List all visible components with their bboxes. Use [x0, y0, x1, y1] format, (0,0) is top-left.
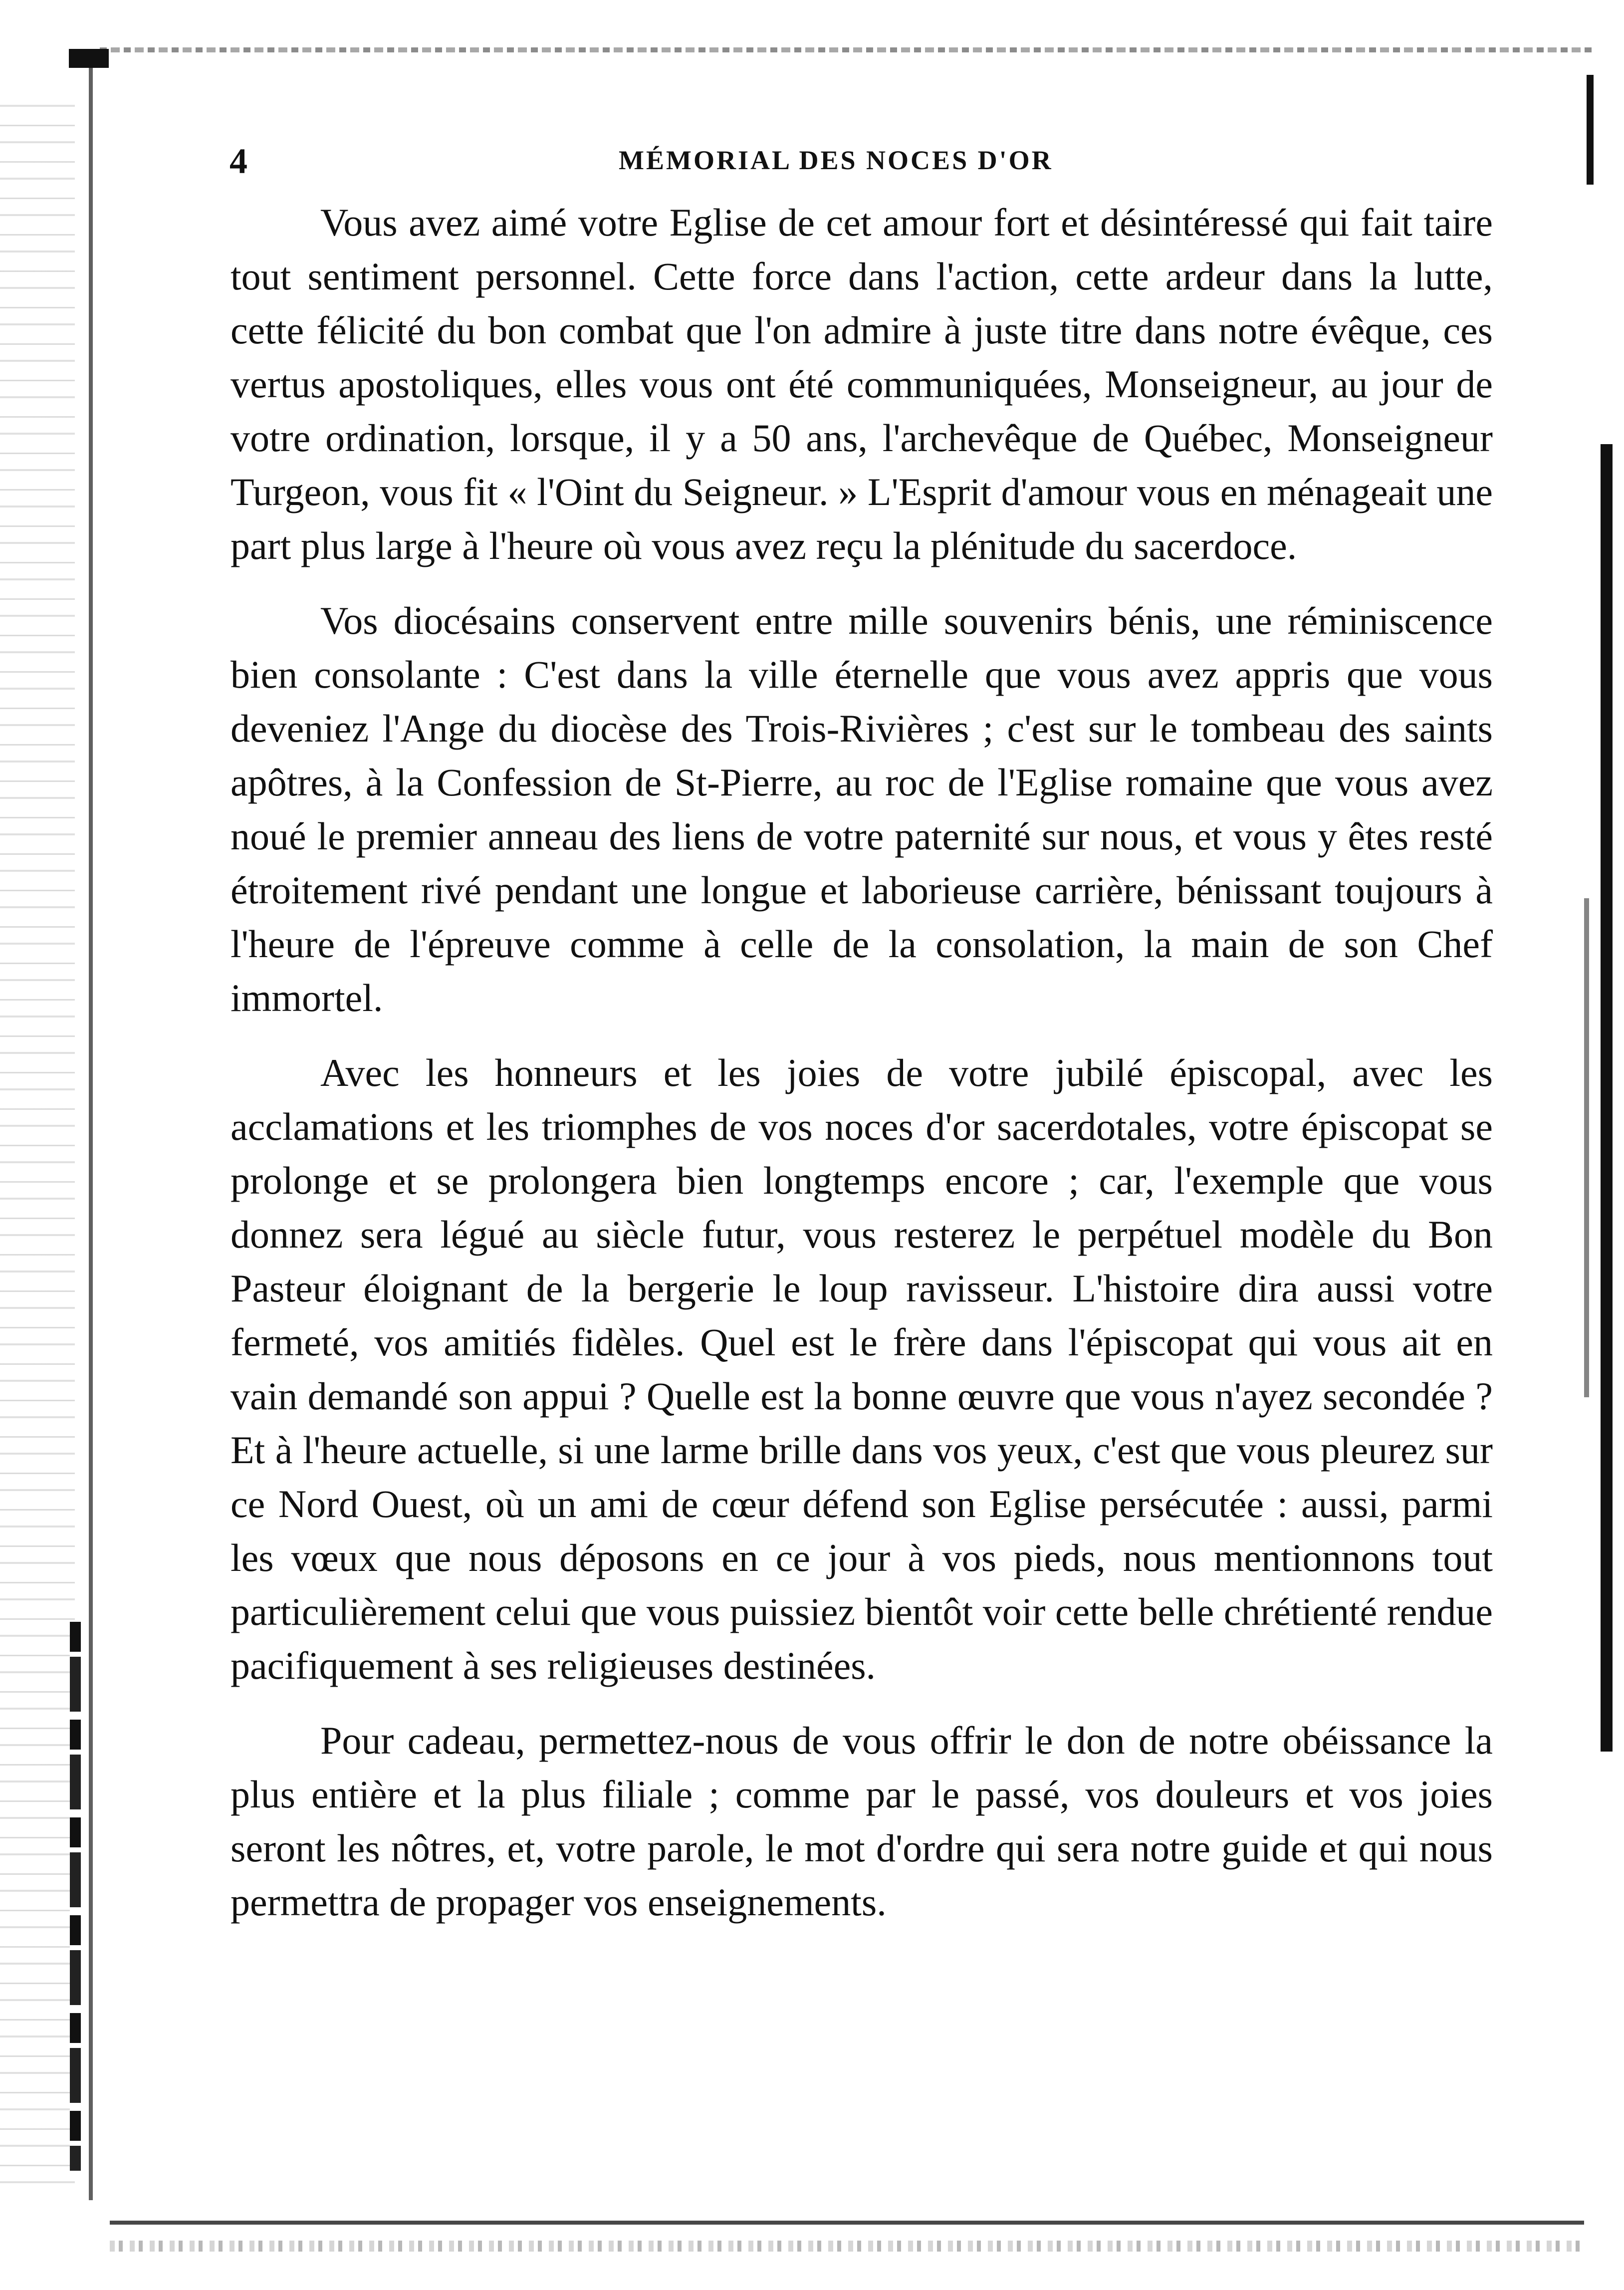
running-title: MÉMORIAL DES NOCES D'OR: [619, 145, 1053, 175]
page-border-bottom-noise: [110, 2241, 1584, 2252]
page-border-top: [100, 47, 1594, 52]
binding-edge-right-shadow: [1584, 898, 1589, 1397]
binding-edge-left: [70, 1622, 81, 2171]
page-header: [230, 141, 1477, 186]
scan-noise-left: [0, 90, 75, 2186]
paragraph: Vous avez aimé votre Eglise de cet amour fort et désintéressé qui fait taire tout sentiment personnel. Cette force dans l'action, cette ardeur dans la lutte, cette félicité du bon combat que l'on admire à juste titre dans notre évêque, ces vertus apostoliques, elles vous ont été communiquées, Monseigneur, au jour de votre ordination, lorsque, il y a 50 ans, l'archevêque de Québec, Monseigneur Turgeon, vous fit « l'Oint du Seigneur. » L'Esprit d'amour vous en ménageait une part plus large à l'heure où vous avez reçu la plénitude du sacerdoce.: [231, 201, 1493, 567]
page-number: 4: [230, 141, 247, 181]
corner-mark: [69, 49, 109, 68]
binding-edge-right: [1601, 444, 1613, 1752]
paragraph: Pour cadeau, permettez-nous de vous offrir le don de notre obéissance la plus entière et la plus filiale ; comme par le passé, vos douleurs et vos joies seront les nôtres, et, votre parole, le mot d'ordre qui sera notre guide et qui nous permettra de propager vos enseignements.: [231, 1719, 1493, 1924]
page-border-bottom: [110, 2221, 1584, 2225]
body-text: [231, 196, 1493, 1929]
binding-edge-right-top: [1587, 75, 1594, 185]
page-border-left: [89, 50, 93, 2200]
paragraph: Avec les honneurs et les joies de votre jubilé épiscopal, avec les acclamations et les triomphes de vos noces d'or sacerdotales, votre épiscopat se prolonge et se prolongera bien longtemps encore ; car, l'exemple que vous donnez sera légué au siècle futur, vous resterez le perpétuel modèle du Bon Pasteur éloignant de la bergerie le loup ravisseur. L'histoire dira aussi votre fermeté, vos amitiés fidèles. Quel est le frère dans l'épiscopat qui vous ait en vain demandé son appui ? Quelle est la bonne œuvre que vous n'ayez secondée ? Et à l'heure actuelle, si une larme brille dans vos yeux, c'est que vous pleurez sur ce Nord Ouest, où un ami de cœur défend son Eglise persécutée : aussi, parmi les vœux que nous déposons en ce jour à vos pieds, nous mentionnons tout particulièrement celui que vous puissiez bientôt voir cette belle chrétienté rendue pacifiquement à ses religieuses destinées.: [231, 1051, 1493, 1687]
paragraph: Vos diocésains conservent entre mille souvenirs bénis, une réminiscence bien consolante : C'est dans la ville éternelle que vous avez appris que vous deveniez l'Ange du diocèse des Trois-Rivières ; c'est sur le tombeau des saints apôtres, à la Confession de St-Pierre, au roc de l'Eglise romaine que vous avez noué le premier anneau des liens de votre paternité sur nous, et vous y êtes resté étroitement rivé pendant une longue et laborieuse carrière, bénissant toujours à l'heure de l'épreuve comme à celle de la consolation, la main de son Chef immortel.: [231, 599, 1493, 1019]
